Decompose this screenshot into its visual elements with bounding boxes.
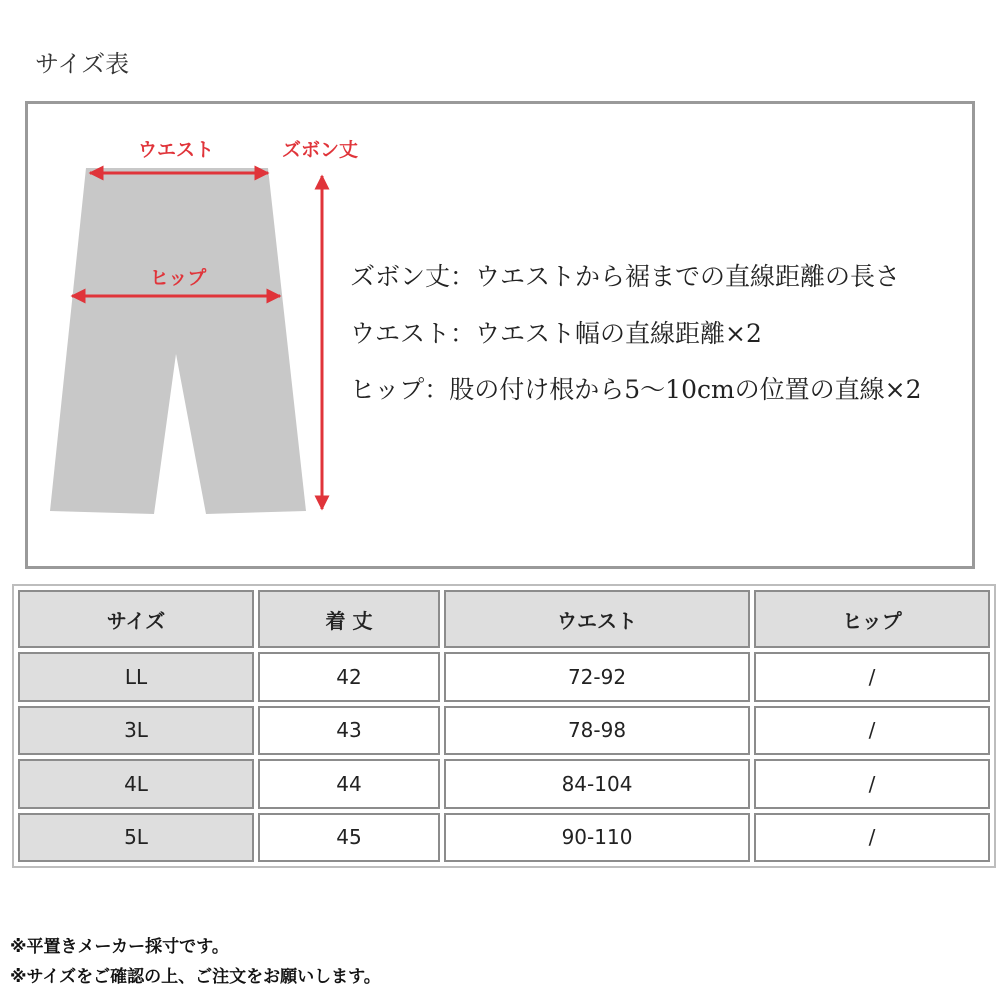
definition-length: ズボン丈：ウエストから裾までの直線距離の長さ (350, 262, 901, 291)
cell-length: 43 (258, 706, 440, 755)
header-waist: ウエスト (444, 590, 750, 648)
pants-silhouette (50, 168, 306, 514)
note-measurement: ※平置きメーカー採寸です。 (10, 937, 229, 957)
header-hip: ヒップ (754, 590, 990, 648)
cell-size: LL (18, 652, 254, 701)
cell-waist: 90-110 (444, 813, 750, 862)
cell-waist: 78-98 (444, 706, 750, 755)
table-row (18, 813, 990, 862)
table-row (18, 759, 990, 808)
note-order: ※サイズをご確認の上、ご注文をお願いします。 (10, 967, 381, 987)
page-title: サイズ表 (35, 50, 130, 78)
cell-hip: / (754, 813, 990, 862)
length-label: ズボン丈 (281, 139, 359, 161)
header-size: サイズ (18, 590, 254, 648)
table-row (18, 652, 990, 701)
cell-size: 4L (18, 759, 254, 808)
size-diagram-box (25, 101, 975, 569)
cell-hip: / (754, 759, 990, 808)
header-length: 着 丈 (258, 590, 440, 648)
table-header-row (18, 590, 990, 648)
waist-label: ウエスト (137, 139, 215, 161)
cell-size: 5L (18, 813, 254, 862)
cell-waist: 72-92 (444, 652, 750, 701)
cell-length: 44 (258, 759, 440, 808)
definition-waist: ウエスト：ウエスト幅の直線距離×2 (350, 319, 762, 348)
cell-hip: / (754, 706, 990, 755)
cell-length: 45 (258, 813, 440, 862)
size-table (12, 584, 996, 868)
table-row (18, 706, 990, 755)
cell-waist: 84-104 (444, 759, 750, 808)
definition-hip: ヒップ：股の付け根から5〜10cmの位置の直線×2 (350, 375, 922, 404)
hip-label: ヒップ (149, 267, 207, 289)
cell-size: 3L (18, 706, 254, 755)
cell-hip: / (754, 652, 990, 701)
cell-length: 42 (258, 652, 440, 701)
